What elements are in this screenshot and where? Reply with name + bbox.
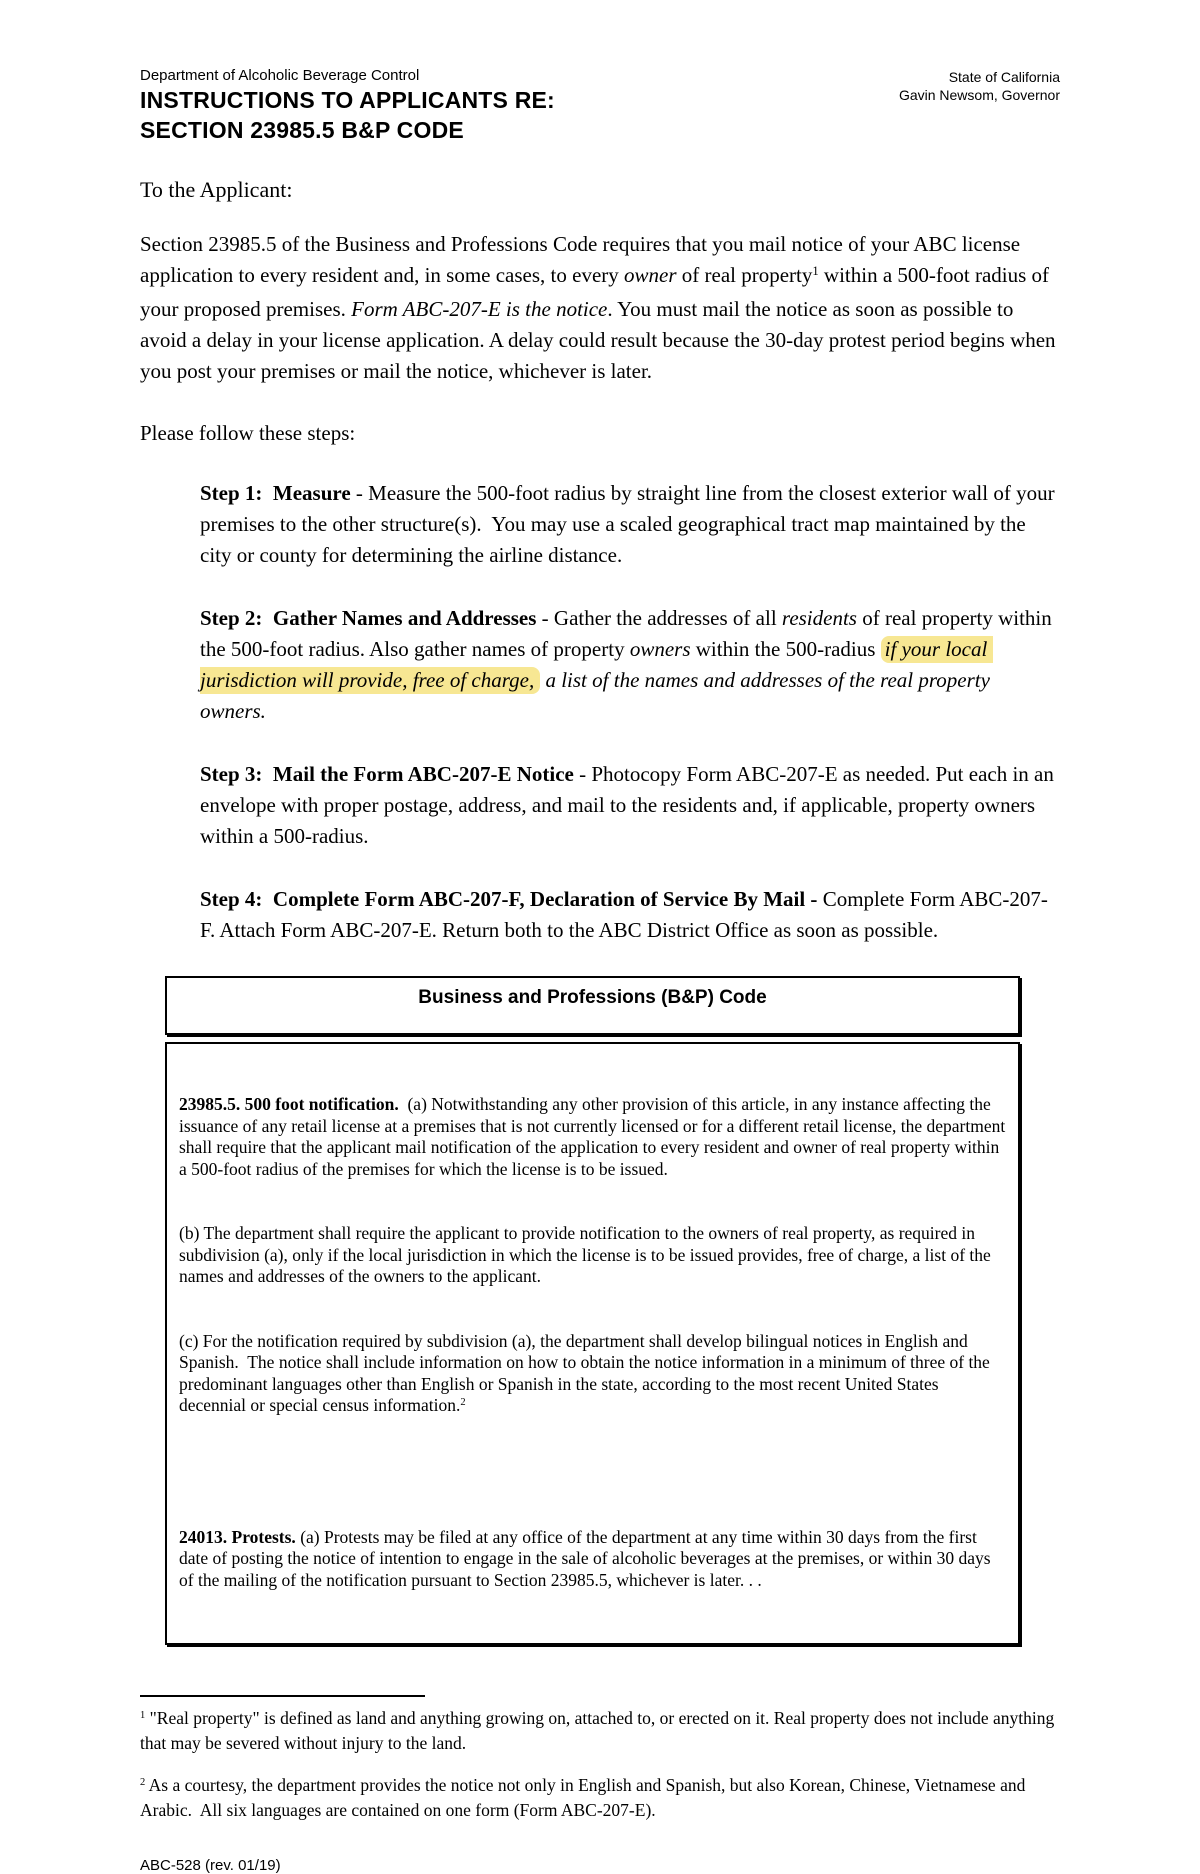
footnote-1-text: "Real property" is defined as land and anything growing on, attached to, or erected on it. Real property does not include anything that may be severed without injury to the land. — [140, 1708, 1059, 1753]
step-4-label: Step 4: Complete Form ABC-207-F, Declaration of Service By Mail - — [200, 887, 823, 911]
bp-code-title-box: Business and Professions (B&P) Code — [165, 976, 1020, 1035]
intro-text-4: . You must mail the notice as soon as possible to avoid a delay in your license application. A delay could result because the 30-day protest period begins when you post your premises or mail the notice, whichever is later. — [140, 297, 1061, 383]
follow-steps-line: Please follow these steps: — [140, 421, 356, 445]
footnote-2-text: As a courtesy, the department provides the notice not only in English and Spanish, but also Korean, Chinese, Vietnamese and Arabic. All six languages are contained on one form (Form ABC-207-E). — [140, 1775, 1029, 1820]
section-24013-heading: 24013. Protests. — [179, 1526, 296, 1547]
section-24013-text: (a) Protests may be filed at any office of the department at any time within 30 days from the first date of posting the notice of intention to engage in the sale of alcoholic beverages at the premises, or within 30 days of the mailing of the notification pursuant to Section 23985.5, whichever is later. . . — [179, 1526, 995, 1590]
bp-code-section — [165, 976, 1020, 1645]
intro-paragraph — [140, 229, 1060, 387]
governor-name: Gavin Newsom, Governor — [898, 87, 1060, 103]
step-4 — [200, 884, 1060, 946]
department-name: Department of Alcoholic Beverage Control — [140, 67, 420, 84]
masthead — [140, 66, 1060, 145]
step-1-text: - Measure the 500-foot radius by straight line from the closest exterior wall of your premises to the other structure(s). You may use a scaled geographical tract map maintained by the city or county for determining the airline distance. — [200, 481, 1060, 567]
masthead-left — [140, 66, 555, 145]
section-24013-paragraph — [179, 1527, 1006, 1592]
salutation: To the Applicant: — [140, 177, 293, 202]
form-number: ABC-528 (rev. 01/19) — [140, 1857, 281, 1874]
step-1-label: Step 1: Measure — [200, 481, 351, 505]
footnote-1 — [140, 1708, 1060, 1754]
intro-text-3: within a 500-foot radius of your proposed premises. — [140, 263, 1055, 321]
section-23985-sub-c-text: (c) For the notification required by subdivision (a), the department shall develop bilingual notices in English and Spanish. The notice shall include information on how to obtain the notice information in a minimum of three of the predominant languages other than English or Spanish in the state, according to the most recent United States decennial or special census information. — [179, 1330, 995, 1415]
section-23985-heading: 23985.5. 500 foot notification. — [179, 1094, 399, 1114]
section-23985-sub-b: (b) The department shall require the applicant to provide notification to the owners of real property, as required in subdivision (a), only if the local jurisdiction in which the license is to be issued provides, free of charge, a list of the names and addresses of the owners to the applicant. — [179, 1223, 996, 1286]
section-23985-sub-c — [179, 1331, 1006, 1420]
intro-text-2: of real property — [676, 263, 813, 287]
step-2-label: Step 2: Gather Names and Addresses — [200, 606, 537, 630]
footnote-separator — [140, 1695, 425, 1697]
step-4-text: Complete Form ABC-207-F. Attach Form ABC-207-E. Return both to the ABC District Office as soon as possible. — [200, 887, 1048, 942]
masthead-right — [899, 66, 1060, 104]
step-3-text: - Photocopy Form ABC-207-E as needed. Put each in an envelope with proper postage, address, and mail to the residents and, if applicable, property owners within a 500-radius. — [200, 762, 1060, 848]
footnote-1-marker: 1 — [140, 1710, 146, 1722]
step-2 — [200, 603, 1060, 727]
footnote-ref-1: 1 — [812, 264, 819, 279]
code-box-spacer — [179, 1463, 1006, 1484]
section-23985-sub-a: (a) Notwithstanding any other provision of this article, in any instance affecting the issuance of any retail license at a premises that is not currently licensed or for a different retail license, the department shall require that the applicant mail notification of the application to every resident and owner of real property within a 500-foot radius of the premises for which the license is to be issued. — [179, 1094, 1010, 1179]
step-3 — [200, 759, 1060, 852]
intro-italic-owner: owner — [624, 263, 677, 287]
state-name: State of California — [948, 69, 1060, 85]
highlighted-text: if your local jurisdiction will provide, free of charge, — [200, 637, 993, 692]
section-23985-paragraph — [179, 1094, 1010, 1180]
step-2-text-3: within the 500-radius — [690, 637, 881, 661]
intro-italic-form: Form ABC-207-E is the notice — [351, 297, 608, 321]
document-title-line1: INSTRUCTIONS TO APPLICANTS RE: — [140, 87, 555, 113]
step-2-italic-residents: residents — [781, 606, 857, 630]
step-2-italic-owners: owners — [629, 637, 691, 661]
step-1 — [200, 478, 1060, 571]
step-3-label: Step 3: Mail the Form ABC-207-E Notice — [200, 762, 574, 786]
step-2-italic-list: a list of the names and addresses of the real property owners. — [200, 668, 996, 723]
footnote-2-marker: 2 — [140, 1777, 146, 1789]
footnote-ref-2: 2 — [460, 1397, 466, 1409]
bp-code-body-box — [165, 1042, 1020, 1645]
document-title-line2: SECTION 23985.5 B&P CODE — [140, 117, 464, 143]
step-2-text-1: - Gather the addresses of all — [536, 606, 782, 630]
intro-text-1: Section 23985.5 of the Business and Professions Code requires that you mail notice of your ABC license application to every resident and, in some cases, to every — [140, 232, 1026, 287]
step-2-text-2: of real property within the 500-foot radius. Also gather names of property — [200, 606, 1058, 661]
footnote-2 — [140, 1775, 1060, 1821]
